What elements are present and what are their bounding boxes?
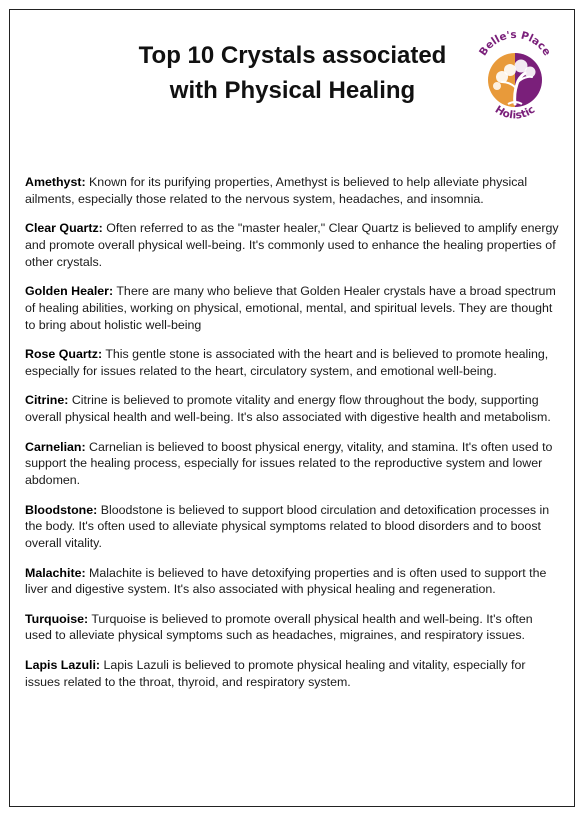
crystal-name: Amethyst: <box>25 175 86 189</box>
crystal-description: Turquoise is believed to promote overall physical health and well-being. It's often used to alleviate physical symptoms such as headaches, migraines, and respiratory issues. <box>25 611 533 643</box>
crystal-name: Bloodstone: <box>25 502 98 517</box>
crystal-name: Lapis Lazuli: <box>25 657 101 672</box>
crystal-name: Clear Quartz: <box>25 221 103 236</box>
crystal-description: There are many who believe that Golden Healer crystals have a broad spectrum of healing abilities, working on physical, emotional, mental, and spiritual levels. They are thought to bring about holistic well-being <box>25 284 556 332</box>
crystal-description: Citrine is believed to promote vitality and energy flow throughout the body, supporting overall physical health and well-being. It's also associated with digestive health and metabolism. <box>25 393 551 425</box>
document-title <box>100 38 485 108</box>
crystal-entry-lapis-lazuli <box>25 657 561 691</box>
crystal-description: Often referred to as the "master healer," Clear Quartz is believed to amplify energy and promote overall physical well-being. It's commonly used to enhance the healing properties of other crystals. <box>25 221 559 269</box>
crystal-name: Citrine: <box>25 393 69 408</box>
crystal-entry-citrine <box>25 392 561 426</box>
crystal-name: Golden Healer: <box>25 284 114 299</box>
crystal-name: Turquoise: <box>25 611 89 626</box>
crystal-description: Bloodstone is believed to support blood circulation and detoxification processes in the body. It's often used to alleviate physical symptoms related to blood disorders and to boost overall vitality. <box>25 502 550 551</box>
crystal-description: This gentle stone is associated with the heart and is believed to promote healing, especially for issues related to the heart, circulatory system, and emotional well-being. <box>25 347 549 378</box>
crystal-list <box>25 174 561 703</box>
crystal-description: Lapis Lazuli is believed to promote physical healing and vitality, especially for issues related to the throat, thyroid, and respiratory system. <box>25 657 526 689</box>
title-line-2: with Physical Healing <box>169 77 416 104</box>
crystal-description: Carnelian is believed to boost physical energy, vitality, and stamina. It's often used to support the healing process, especially for issues related to the reproductive system and lower abdomen. <box>25 439 553 488</box>
belles-place-holistic-logo <box>472 20 558 126</box>
crystal-entry-rose-quartz <box>25 346 561 380</box>
logo-bottom-text: Holistic <box>492 103 538 122</box>
crystal-name: Rose Quartz: <box>25 347 103 362</box>
crystal-entry-amethyst <box>25 174 561 208</box>
crystal-description: Known for its purifying properties, Amethyst is believed to help alleviate physical ailments, especially those related to the nervous system, headaches, and insomnia. <box>25 175 528 206</box>
logo-top-text: Belle's Place <box>477 28 553 58</box>
crystal-entry-golden-healer <box>25 283 561 333</box>
crystal-entry-carnelian <box>25 439 561 489</box>
crystal-entry-turquoise <box>25 611 561 645</box>
crystal-entry-bloodstone <box>25 502 561 552</box>
crystal-name: Carnelian: <box>25 439 86 454</box>
crystal-description: Malachite is believed to have detoxifying properties and is often used to support the liver and digestive system. It's also associated with physical healing and regeneration. <box>25 565 547 597</box>
crystal-entry-clear-quartz <box>25 220 561 270</box>
title-line-1: Top 10 Crystals associated <box>138 42 447 69</box>
crystal-entry-malachite <box>25 565 561 599</box>
crystal-name: Malachite: <box>25 565 86 580</box>
